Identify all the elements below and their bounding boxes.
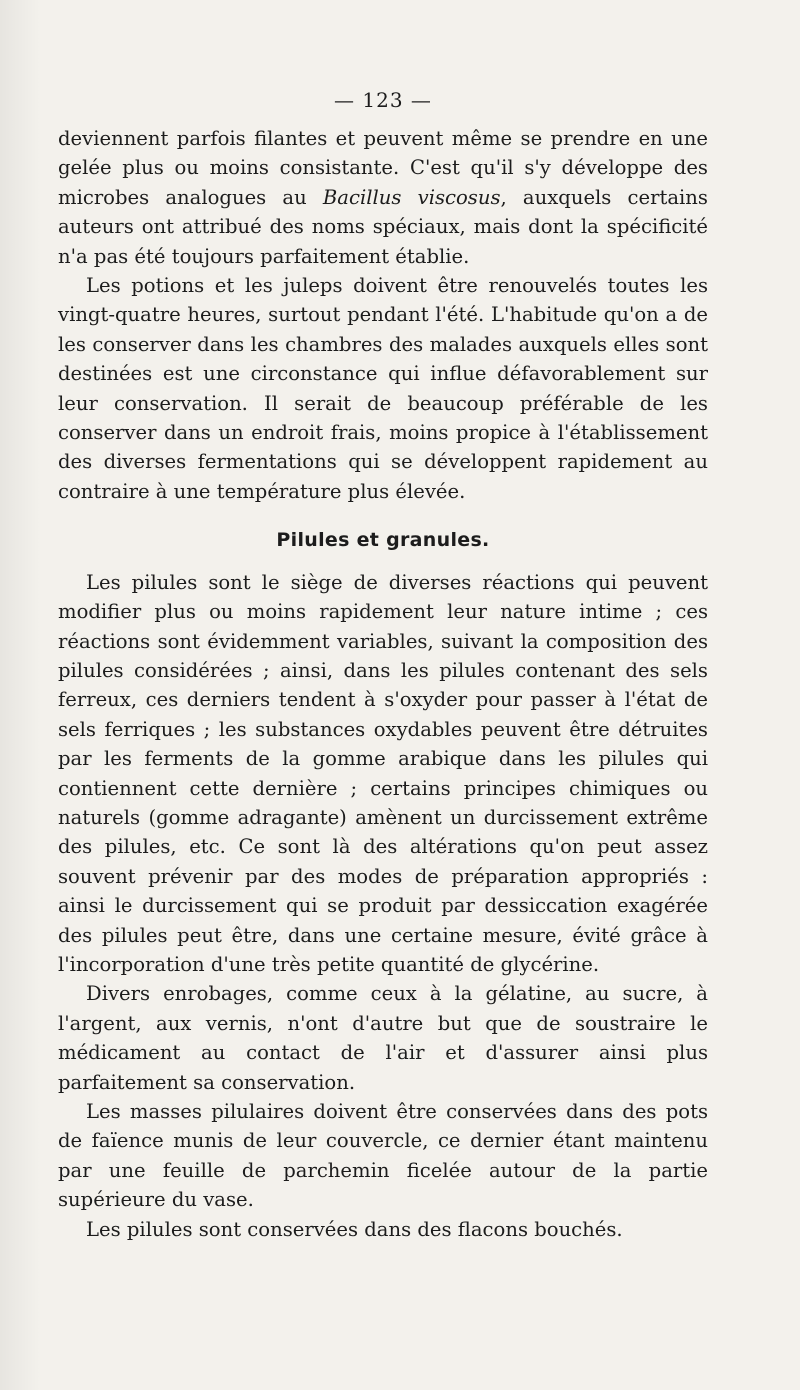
section-heading: Pilules et granules. <box>276 529 490 552</box>
paragraph-continuation <box>58 124 708 271</box>
paragraph-enrobages: Divers enrobages, comme ceux à la gélatine, au sucre, à l'argent, aux vernis, n'ont d'autre but que de soustraire le médicament au contact de l'air et d'assurer ainsi plus parfaitement sa conservation. <box>58 982 708 1094</box>
paragraph-text-part: deviennent parfois filantes et peuvent même se prendre en une gelée plus ou moins consistante. C'est qu'il s'y développe des microbes analogues au <box>58 127 708 209</box>
paragraph-flacons: Les pilules sont conservées dans des flacons bouchés. <box>86 1217 623 1241</box>
body-text <box>58 124 708 1244</box>
paragraph-potions: Les potions et les juleps doivent être renouvelés toutes les vingt-quatre heures, surtout pendant l'été. L'habitude qu'on a de les conserver dans les chambres des malades auxquels elles sont destinées est une circonstance qui influe défavorablement sur leur conservation. Il serait de beaucoup préférable de les conserver dans un endroit frais, moins propice à l'établissement des diverses fermentations qui se développent rapidement au contraire à une température plus élevée. <box>58 274 708 503</box>
paragraph-masses-pilulaires: Les masses pilulaires doivent être conservées dans des pots de faïence munis de leur couvercle, ce dernier étant maintenu par une feuille de parchemin ficelée autour de la partie supérieure du vase. <box>58 1100 708 1212</box>
paragraph-pilules-reactions: Les pilules sont le siège de diverses réactions qui peuvent modifier plus ou moins rapidement leur nature intime ; ces réactions sont évidemment variables, suivant la composition des pilules considérées ; ainsi, dans les pilules contenant des sels ferreux, ces derniers tendent à s'oxyder pour passer à l'état de sels ferriques ; les substances oxydables peuvent être détruites par les ferments de la gomme arabique dans les pilules qui contiennent cette dernière ; certains principes chimiques ou naturels (gomme adragante) amènent un durcissement extrême des pilules, etc. Ce sont là des altérations qu'on peut assez souvent prévenir par des modes de préparation appropriés : ainsi le durcissement qui se produit par dessiccation exagérée des pilules peut être, dans une certaine mesure, évité grâce à l'incorporation d'une très petite quantité de glycérine. <box>58 570 708 976</box>
species-name-italic: Bacillus viscosus <box>322 185 501 209</box>
page-number: — 123 — <box>334 88 432 112</box>
paragraph-text-part: , auxquels certains auteurs ont attribué des noms spéciaux, mais dont la spécificité n'a pas été toujours parfaitement établie. <box>58 185 708 268</box>
